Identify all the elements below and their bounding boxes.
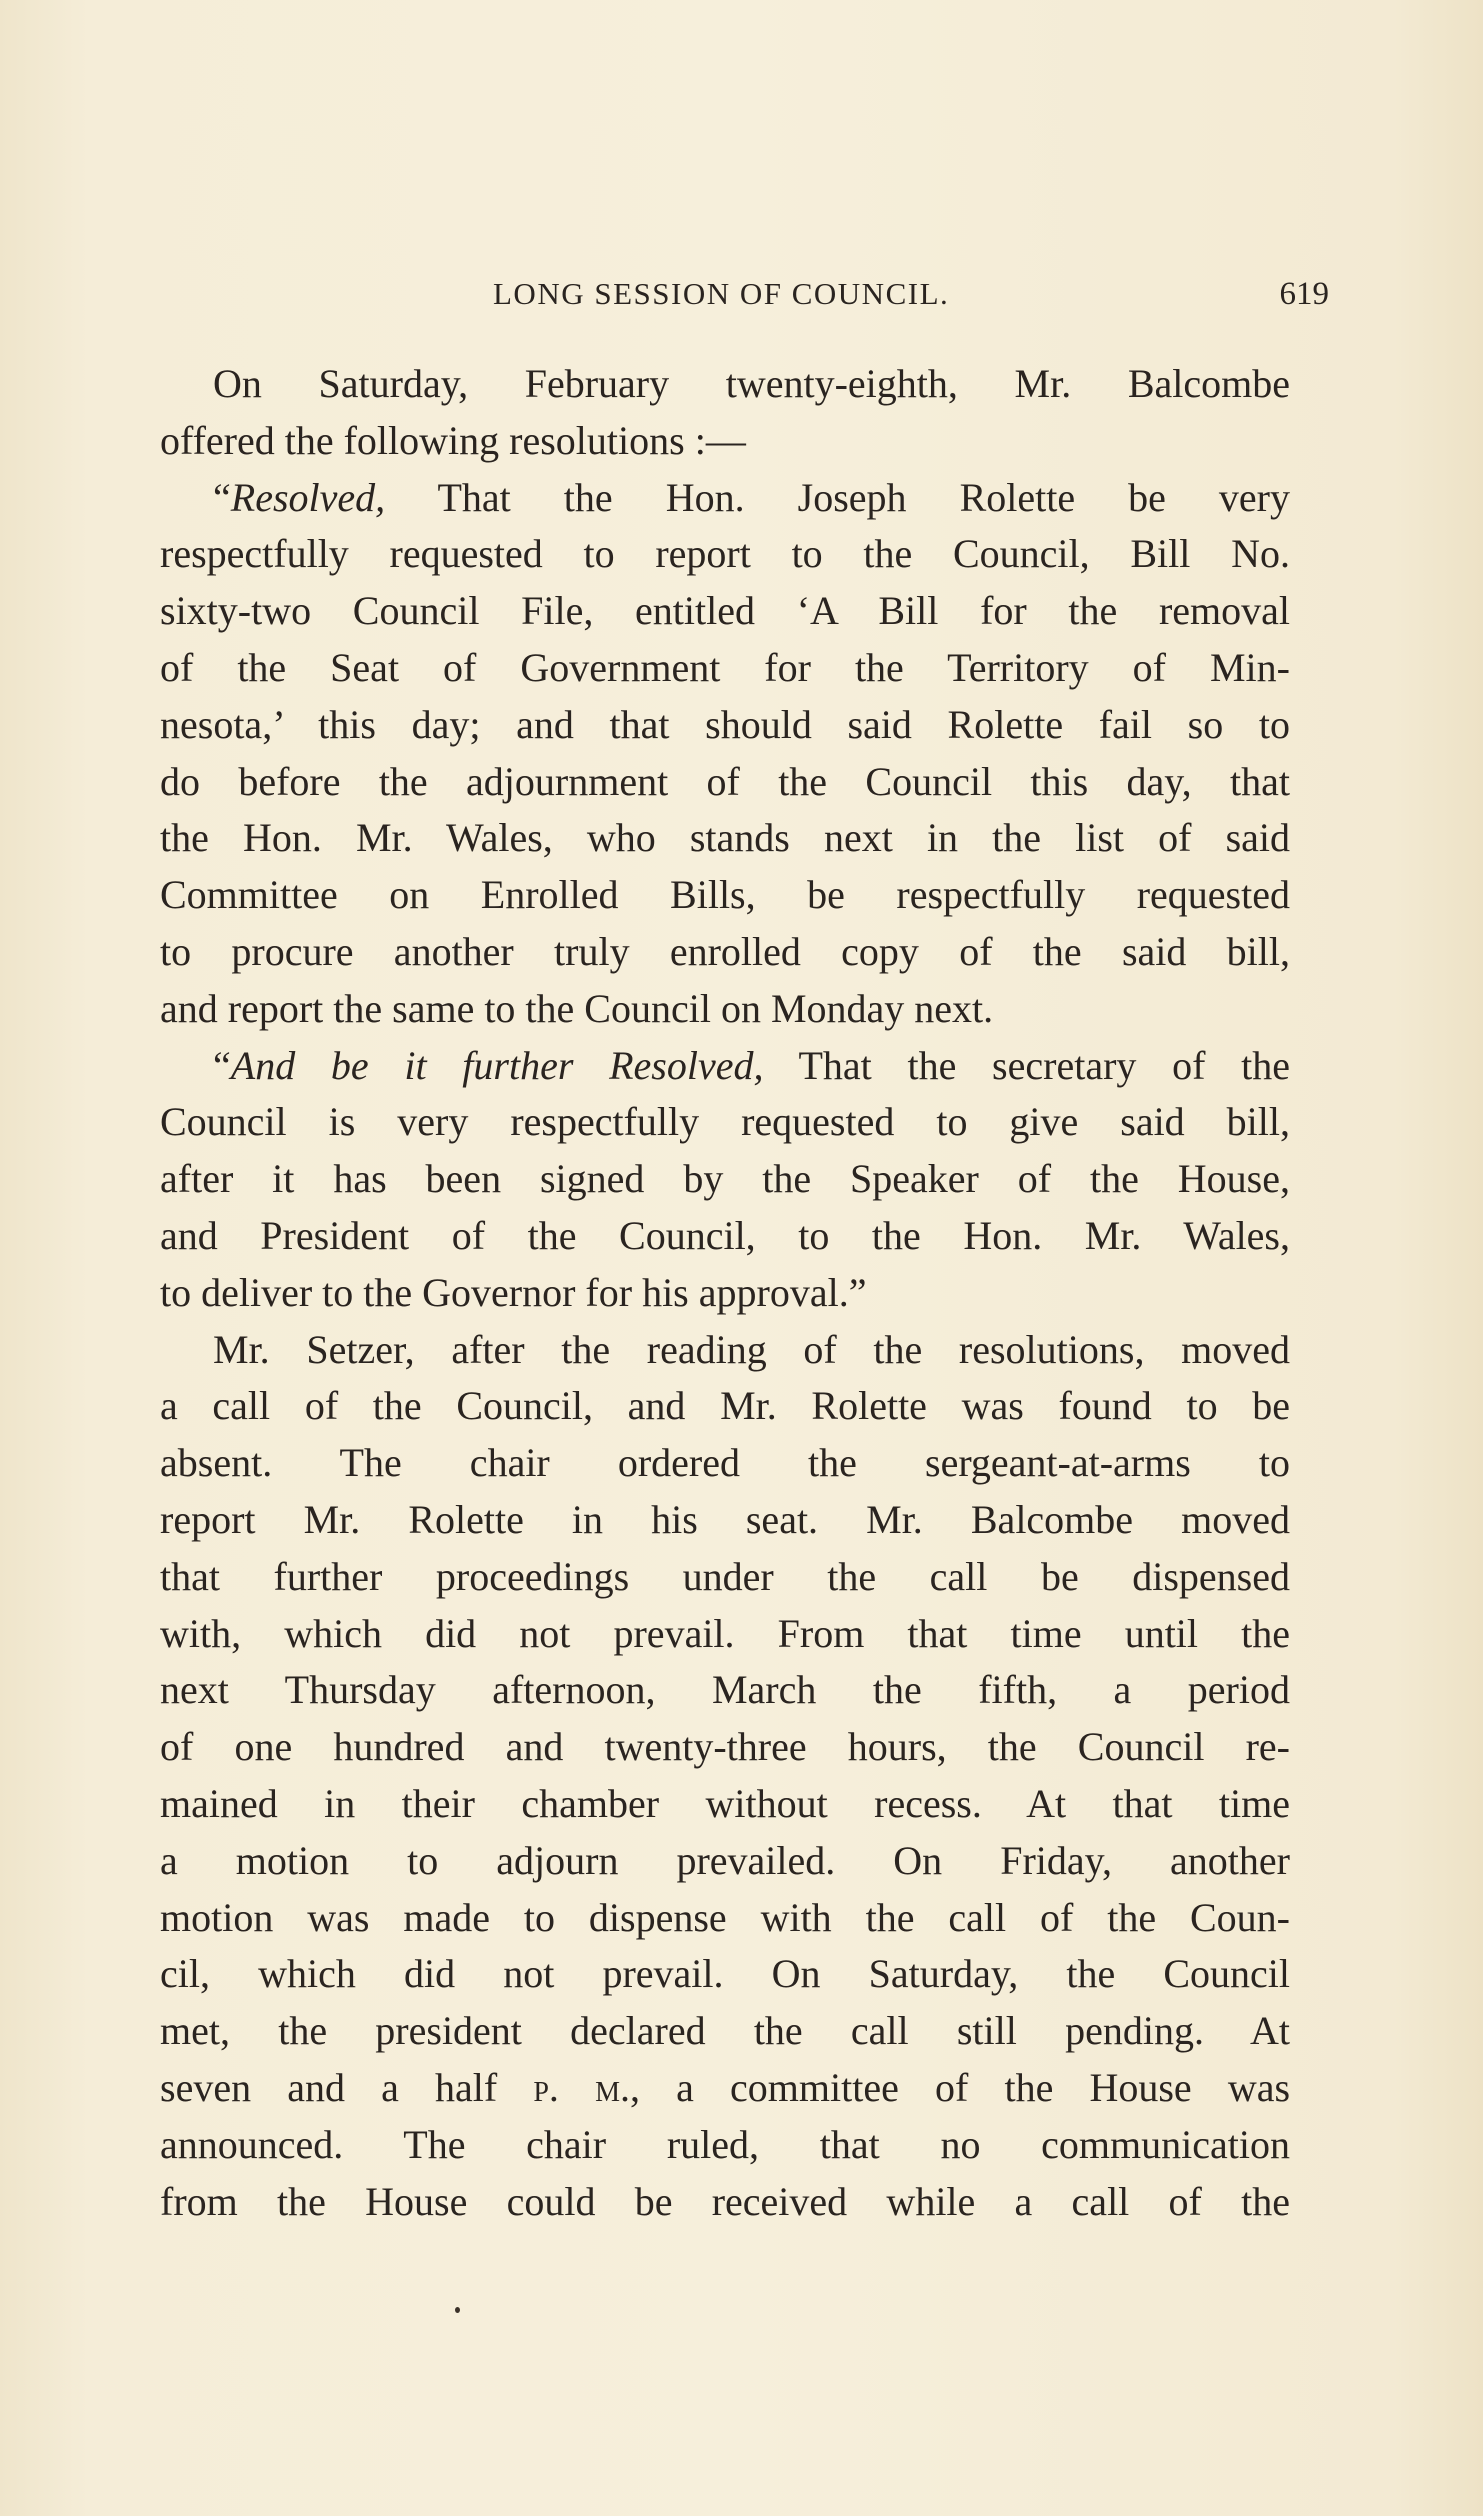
text-line: from the House could be received while a call of the [160, 2178, 1290, 2224]
text-line: announced. The chair ruled, that no communication [160, 2121, 1290, 2167]
text-line: next Thursday afternoon, March the fifth, a period [160, 1667, 1290, 1713]
pm-small-caps: p. m [533, 2064, 620, 2110]
text-line: of one hundred and twenty-three hours, the Council re- [160, 1724, 1290, 1770]
text-line: Mr. Setzer, after the reading of the resolutions, moved [213, 1326, 1290, 1372]
text-line: a call of the Council, and Mr. Rolette was found to be [160, 1383, 1290, 1429]
text-line: after it has been signed by the Speaker of the House, [160, 1156, 1290, 1202]
text-line: to procure another truly enrolled copy of the said bill, [160, 928, 1290, 974]
text-line: report Mr. Rolette in his seat. Mr. Balcombe moved [160, 1496, 1290, 1542]
text-fragment: ., a committee of the House was [619, 2064, 1291, 2110]
further-resolved-italic: And be it further Resolved, [230, 1042, 764, 1088]
text-line: with, which did not prevail. From that time until the [160, 1610, 1290, 1656]
text-line: mained in their chamber without recess. At that time [160, 1780, 1290, 1826]
text-line: met, the president declared the call still pending. At [160, 2008, 1290, 2054]
text-line: motion was made to dispense with the call of the Coun- [160, 1894, 1290, 1940]
text-fragment: seven and a half [160, 2064, 498, 2110]
text-line: of the Seat of Government for the Territory of Min- [160, 644, 1290, 690]
text-line: that further proceedings under the call be dispensed [160, 1553, 1290, 1599]
body-text [160, 356, 1290, 2230]
text-line: a motion to adjourn prevailed. On Friday, another [160, 1837, 1290, 1883]
resolved-italic: Resolved, [230, 474, 386, 520]
text-line: offered the following resolutions :— [160, 417, 746, 463]
text-line: respectfully requested to report to the Council, Bill No. [160, 531, 1290, 577]
quote-mark: “ [213, 474, 231, 520]
text-line [160, 1038, 1290, 1095]
page-number: 619 [1279, 276, 1329, 312]
text-line: absent. The chair ordered the sergeant-at-arms to [160, 1440, 1290, 1486]
ink-speck [455, 2307, 460, 2313]
text-line: do before the adjournment of the Council this day, that [160, 758, 1290, 804]
text-fragment: That the secretary of the [798, 1042, 1290, 1088]
running-head: LONG SESSION OF COUNCIL. [493, 276, 950, 311]
text-line: On Saturday, February twenty-eighth, Mr. Balcombe [213, 361, 1290, 406]
text-line: and President of the Council, to the Hon. Mr. Wales, [160, 1212, 1290, 1258]
text-line: the Hon. Mr. Wales, who stands next in the list of said [160, 815, 1290, 861]
text-line: Committee on Enrolled Bills, be respectfully requested [160, 872, 1290, 918]
text-line [160, 470, 1290, 527]
quote-mark: “ [213, 1042, 231, 1088]
text-line: Council is very respectfully requested to give said bill, [160, 1099, 1290, 1145]
text-line [160, 2060, 1290, 2117]
text-fragment: That the Hon. Joseph Rolette be very [437, 474, 1291, 520]
text-line: and report the same to the Council on Monday next. [160, 985, 994, 1031]
text-line: sixty-two Council File, entitled ‘A Bill for the removal [160, 588, 1290, 634]
page-header [493, 276, 1329, 316]
text-line: nesota,’ this day; and that should said Rolette fail so to [160, 701, 1290, 747]
text-line: to deliver to the Governor for his approval.” [160, 1269, 867, 1315]
text-line: cil, which did not prevail. On Saturday, the Council [160, 1951, 1290, 1997]
